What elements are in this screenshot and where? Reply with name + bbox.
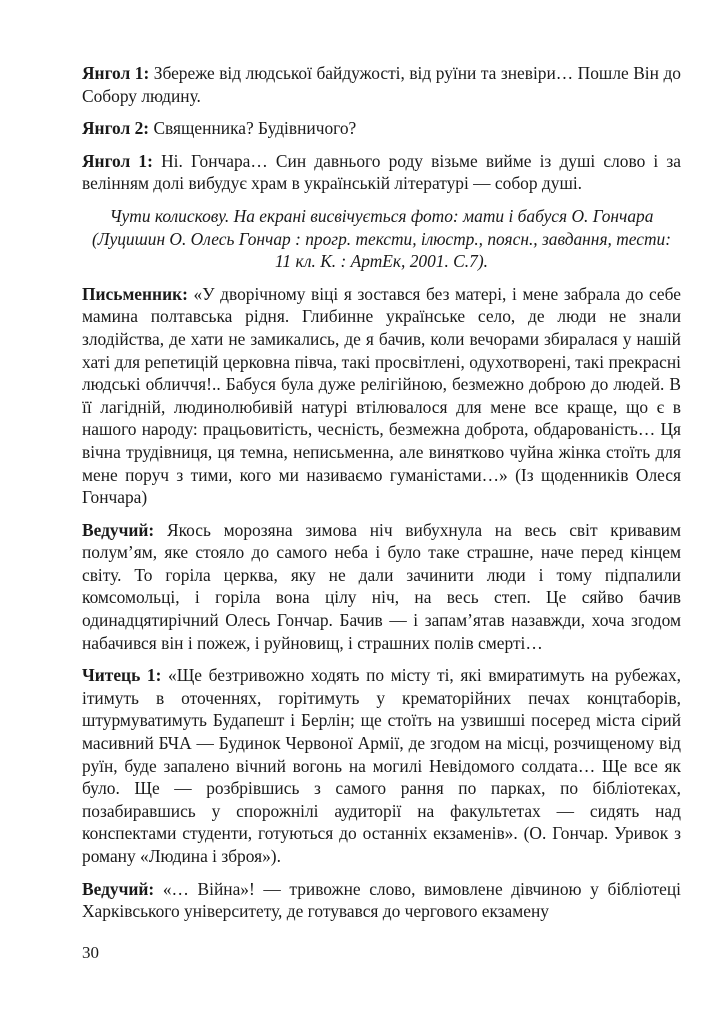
- speaker-label: Янгол 1:: [82, 150, 153, 171]
- dialogue-text: Збереже від людської байдужості, від руїни та зневіри… Пошле Він до Собору людину.: [82, 63, 681, 106]
- dialogue-text: Якось морозяна зимова ніч вибухнула на весь світ кривавим полум’ям, яке стояло до самого неба і було таке страшне, наче перед кінцем світу. То горіла церква, яку не дали зачинити люди і тому підпалили комсомольці, і горіла вона цілу ніч, на весь степ. Це сяйво бачив одинадцятирічний Олесь Гончар. Бачив — і запам’ятав назавжди, хоча згодом набачився він і пожеж, і руйновищ, і страшних полів смерті…: [82, 519, 681, 653]
- dialogue-paragraph: [82, 283, 681, 509]
- speaker-label: Янгол 1:: [82, 63, 150, 83]
- speaker-label: Янгол 2:: [82, 118, 150, 139]
- dialogue-text: Ні. Гончара… Син давнього роду візьме вийме із душі слово і за велінням долі вибудує храм в українській літературі — собор душі.: [82, 150, 681, 194]
- dialogue-text: «Ще безтривожно ходять по місту ті, які вмиратимуть на рубежах, ітимуть в оточеннях, горітимуть у крематорійних печах концтаборів, штурмуватимуть Будапешт і Берлін; ще стоїть на узвишші посеред міста сірий масивний БЧА — Будинок Червоної Армії, де згодом на місці, розчищеному від руїн, буде запалено вічний вогонь на могилі Невідомого солдата… Ще все як було. Ще — розбрівшись з самого рання по парках, по бібліотеках, позабиравшись у спорожнілі аудиторії на факультетах — сидять над конспектами студенти, готуються до останніх екзаменів». (О. Гончар. Уривок з роману «Людина і зброя»).: [82, 665, 681, 866]
- dialogue-text: «… Війна»! — тривожне слово, вимовлене дівчиною у бібліотеці Харківського університету, де готувався до чергового екзамену: [82, 878, 681, 922]
- dialogue-text: «У дворічному віці я зостався без матері, і мене забрала до себе мамина полтавська рідня. Глибинне українське село, де люди не знали злодійства, де хати не замикались, де я бачив, коли вечорами збиралася у нашій хаті для репетицій церковна півча, такі просвітлені, одухотворені, такі прекрасні людські обличчя!.. Бабуся була дуже релігійною, безмежно доброю до людей. В її лагідній, людинолюбивій натурі втілювалося для мене все краще, що є в нашого народу: працьовитість, чесність, безмежна доброта, обдарованість… Ця вічна трудівниця, ця темна, неписьменна, але винятково чуйна жінка стоїть для мене поруч з тими, кого ми називаємо гуманістами…» (Із щоденників Олеся Гончара): [82, 283, 681, 508]
- dialogue-paragraph: [82, 117, 681, 140]
- dialogue-text: Священника? Будівничого?: [149, 118, 357, 139]
- dialogue-paragraph: [82, 878, 681, 923]
- speaker-label: Письменник:: [82, 283, 188, 304]
- page-number: 30: [82, 943, 99, 962]
- speaker-label: Читець 1:: [82, 665, 162, 686]
- dialogue-paragraph: [82, 664, 681, 867]
- speaker-label: Ведучий:: [82, 519, 155, 540]
- stage-direction: Чути колискову. На екрані висвічується фото: мати і бабуся О. Гончара (Луцишин О. Олесь Гончар : прогр. тексти, ілюстр., поясн., завдання, тести: 11 кл. К. : АртЕк, 2001. С.7).: [91, 205, 672, 272]
- dialogue-paragraph: [82, 519, 681, 655]
- speaker-label: Ведучий:: [82, 878, 155, 899]
- dialogue-paragraph: [82, 62, 681, 107]
- dialogue-paragraph: [82, 150, 681, 195]
